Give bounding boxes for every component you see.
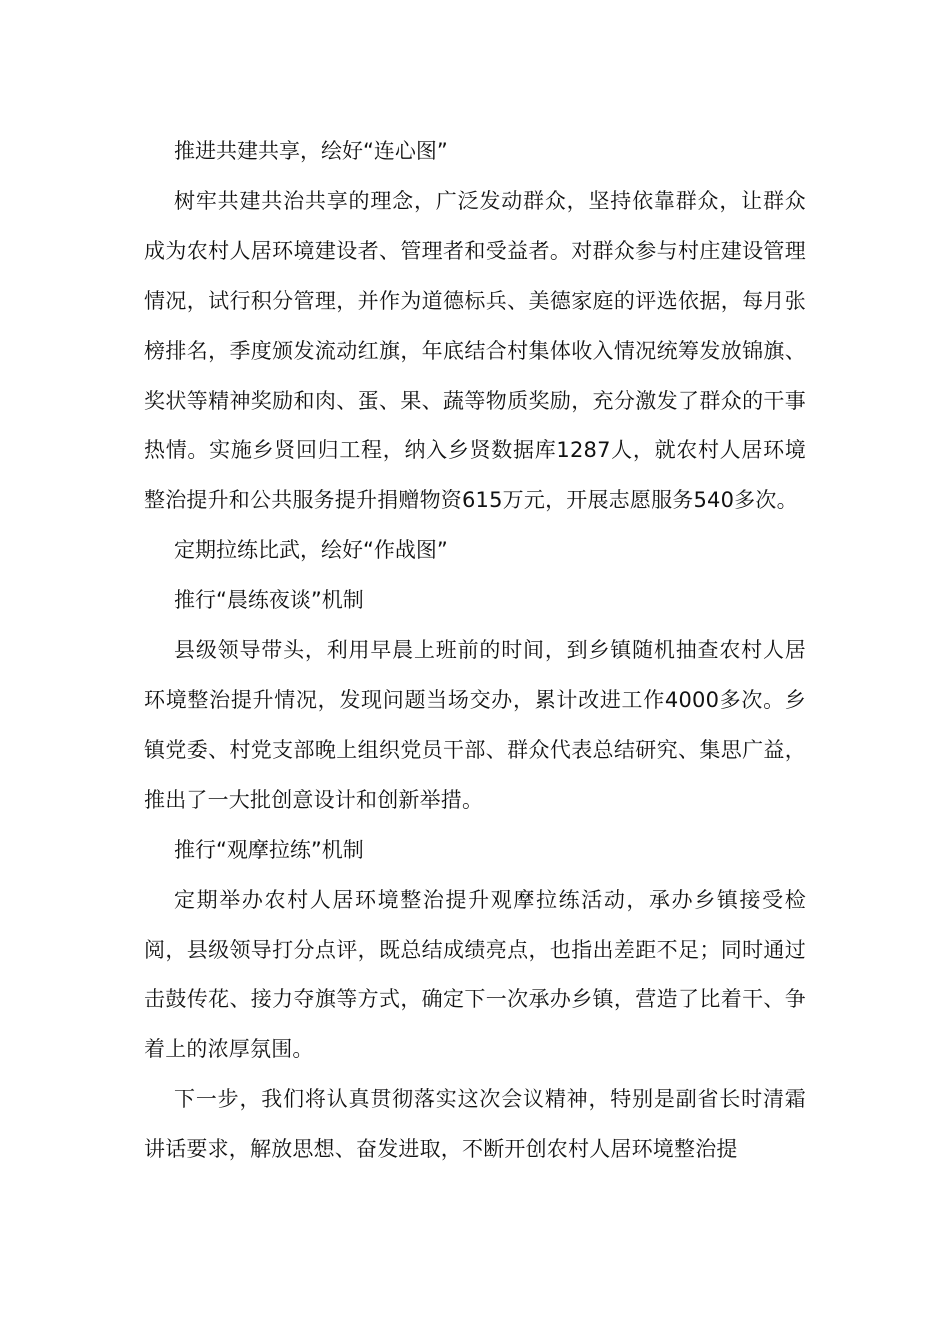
subheading-morning-night: 推行“晨练夜谈”机制 <box>174 588 364 613</box>
document-body <box>144 127 806 1175</box>
paragraph-observation: 定期举办农村人居环境整治提升观摩拉练活动，承办乡镇接受检阅，县级领导打分点评，既总结成绩亮点，也指出差距不足；同时通过击鼓传花、接力夺旗等方式，确定下一次承办乡镇，营造了比着干、争着上的浓厚氛围。 <box>144 887 806 1062</box>
section-heading-drill: 定期拉练比武，绘好“作战图” <box>174 538 448 563</box>
paragraph-morning-night: 县级领导带头，利用早晨上班前的时间，到乡镇随机抽查农村人居环境整治提升情况，发现问题当场交办，累计改进工作4000多次。乡镇党委、村党支部晚上组织党员干部、群众代表总结研究、集思广益，推出了一大批创意设计和创新举措。 <box>144 638 806 812</box>
paragraph-co-governance: 树牢共建共治共享的理念，广泛发动群众，坚持依靠群众，让群众成为农村人居环境建设者、管理者和受益者。对群众参与村庄建设管理情况，试行积分管理，并作为道德标兵、美德家庭的评选依据，每月张榜排名，季度颁发流动红旗，年底结合村集体收入情况统筹发放锦旗、奖状等精神奖励和肉、蛋、果、蔬等物质奖励，充分激发了群众的干事热情。实施乡贤回归工程，纳入乡贤数据库1287人，就农村人居环境整治提升和公共服务提升捐赠物资615万元，开展志愿服务540多次。 <box>144 188 806 513</box>
section-heading-co-build: 推进共建共享，绘好“连心图” <box>174 139 448 163</box>
paragraph-next-step: 下一步，我们将认真贯彻落实这次会议精神，特别是副省长时清霜讲话要求，解放思想、奋发进取，不断开创农村人居环境整治提 <box>144 1087 806 1162</box>
subheading-observation: 推行“观摩拉练”机制 <box>174 837 364 862</box>
